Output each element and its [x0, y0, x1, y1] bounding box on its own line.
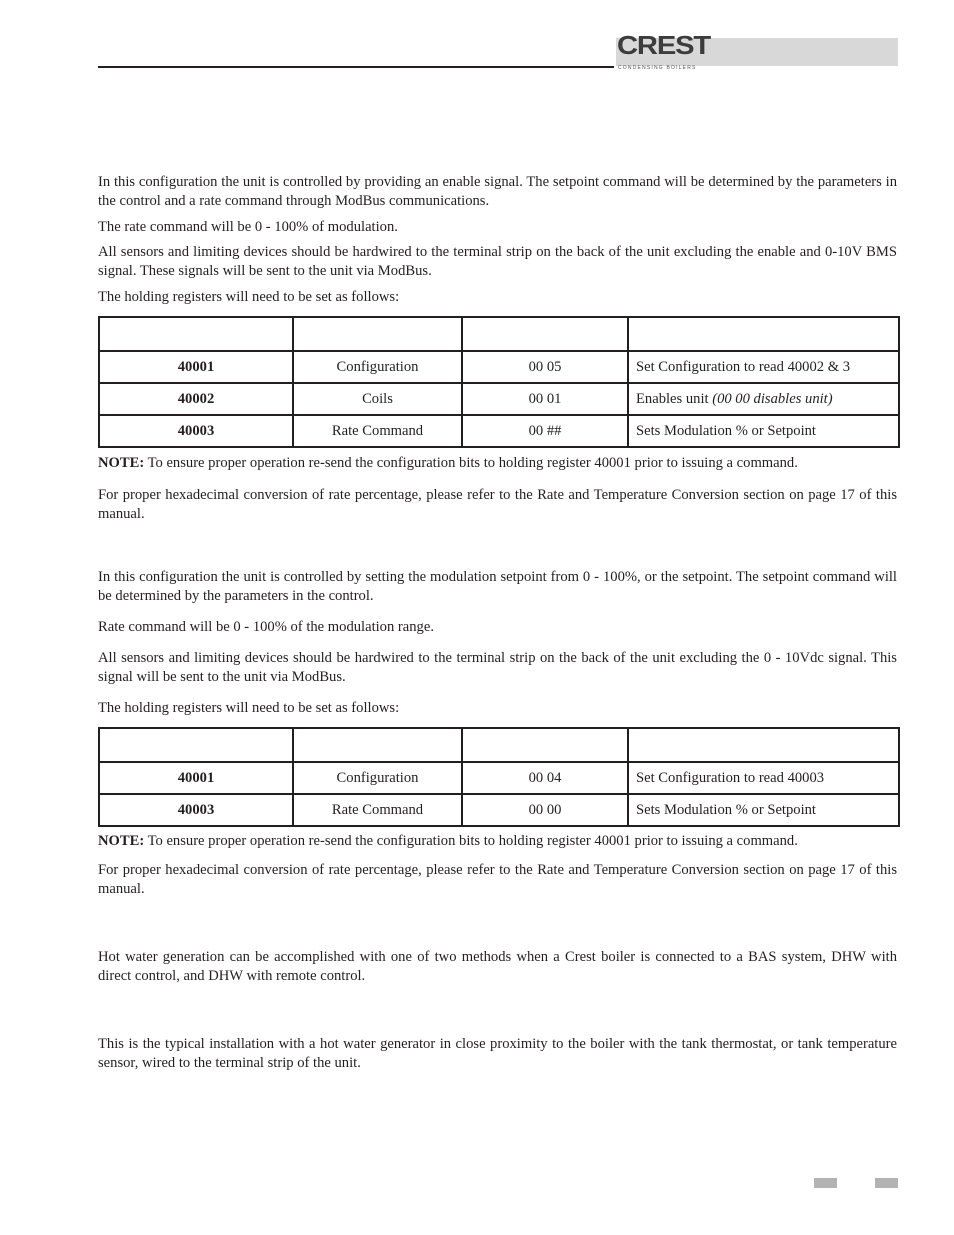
name-cell: Coils — [293, 383, 462, 415]
logo-tagline: CONDENSING BOILERS — [618, 65, 697, 71]
table-row — [99, 351, 899, 383]
note-label: NOTE: — [98, 833, 145, 849]
table-header-row — [99, 728, 899, 762]
table-row — [99, 415, 899, 447]
value-cell: 00 05 — [462, 351, 628, 383]
note-label: NOTE: — [98, 455, 145, 471]
register-cell: 40001 — [99, 351, 293, 383]
description-note: (00 00 disables unit) — [712, 390, 833, 407]
header-cell — [462, 728, 628, 762]
s1-paragraph-4: The holding registers will need to be set as follows: — [98, 289, 400, 305]
footer-tab-right — [875, 1178, 898, 1188]
header-cell — [628, 317, 899, 351]
s1-paragraph-1: In this configuration the unit is controlled by providing an enable signal. The setpoint command will be determined by the parameters in the control and a rate command through ModBus communications. — [98, 174, 897, 209]
s2-note — [98, 832, 897, 851]
register-cell: 40001 — [99, 762, 293, 794]
description-cell: Sets Modulation % or Setpoint — [628, 415, 899, 447]
header-cell — [99, 728, 293, 762]
s2-paragraph-5: For proper hexadecimal conversion of rate percentage, please refer to the Rate and Temperature Conversion section on page 17 of this manual. — [98, 862, 897, 897]
description-cell: Set Configuration to read 40002 & 3 — [628, 351, 899, 383]
s1-paragraph-2: The rate command will be 0 - 100% of modulation. — [98, 219, 398, 235]
value-cell: 00 04 — [462, 762, 628, 794]
header-cell — [293, 728, 462, 762]
header-cell — [462, 317, 628, 351]
description-cell: Set Configuration to read 40003 — [628, 762, 899, 794]
table-row — [99, 794, 899, 826]
name-cell: Rate Command — [293, 794, 462, 826]
register-cell: 40002 — [99, 383, 293, 415]
note-text: To ensure proper operation re-send the configuration bits to holding register 40001 prior to issuing a command. — [144, 833, 798, 849]
holding-registers-table-1 — [98, 316, 900, 448]
value-cell: 00 01 — [462, 383, 628, 415]
crest-logo — [616, 30, 712, 71]
description-text: Enables unit — [636, 390, 713, 407]
s2-paragraph-1: In this configuration the unit is controlled by setting the modulation setpoint from 0 - 100%, or the setpoint. The setpoint command will be determined by the parameters in the control. — [98, 569, 897, 604]
description-cell — [628, 383, 899, 415]
s2-paragraph-4: The holding registers will need to be set as follows: — [98, 700, 400, 716]
value-cell: 00 ## — [462, 415, 628, 447]
header-cell — [628, 728, 899, 762]
name-cell: Configuration — [293, 351, 462, 383]
register-cell: 40003 — [99, 794, 293, 826]
s1-paragraph-5: For proper hexadecimal conversion of rate percentage, please refer to the Rate and Temperature Conversion section on page 17 of this manual. — [98, 487, 897, 522]
s2-paragraph-3: All sensors and limiting devices should be hardwired to the terminal strip on the back of the unit excluding the 0 - 10Vdc signal. This signal will be sent to the unit via ModBus. — [98, 650, 897, 685]
s1-note — [98, 454, 897, 473]
table-row — [99, 762, 899, 794]
table-header-row — [99, 317, 899, 351]
note-text: To ensure proper operation re-send the configuration bits to holding register 40001 prior to issuing a command. — [144, 455, 798, 471]
name-cell: Rate Command — [293, 415, 462, 447]
footer-tab-left — [814, 1178, 837, 1188]
description-cell: Sets Modulation % or Setpoint — [628, 794, 899, 826]
header-rule — [98, 66, 614, 68]
logo-wordmark: CREST — [617, 30, 711, 60]
value-cell: 00 00 — [462, 794, 628, 826]
table-row — [99, 383, 899, 415]
name-cell: Configuration — [293, 762, 462, 794]
s1-paragraph-3: All sensors and limiting devices should be hardwired to the terminal strip on the back of the unit excluding the enable and 0-10V BMS signal. These signals will be sent to the unit via ModBus. — [98, 244, 897, 279]
s3-paragraph-1: Hot water generation can be accomplished with one of two methods when a Crest boiler is connected to a BAS system, DHW with direct control, and DHW with remote control. — [98, 949, 897, 984]
holding-registers-table-2 — [98, 727, 900, 827]
header-cell — [293, 317, 462, 351]
header-cell — [99, 317, 293, 351]
s4-paragraph-1: This is the typical installation with a hot water generator in close proximity to the boiler with the tank thermostat, or tank temperature sensor, wired to the terminal strip of the unit. — [98, 1036, 897, 1071]
s2-paragraph-2: Rate command will be 0 - 100% of the modulation range. — [98, 619, 434, 635]
register-cell: 40003 — [99, 415, 293, 447]
